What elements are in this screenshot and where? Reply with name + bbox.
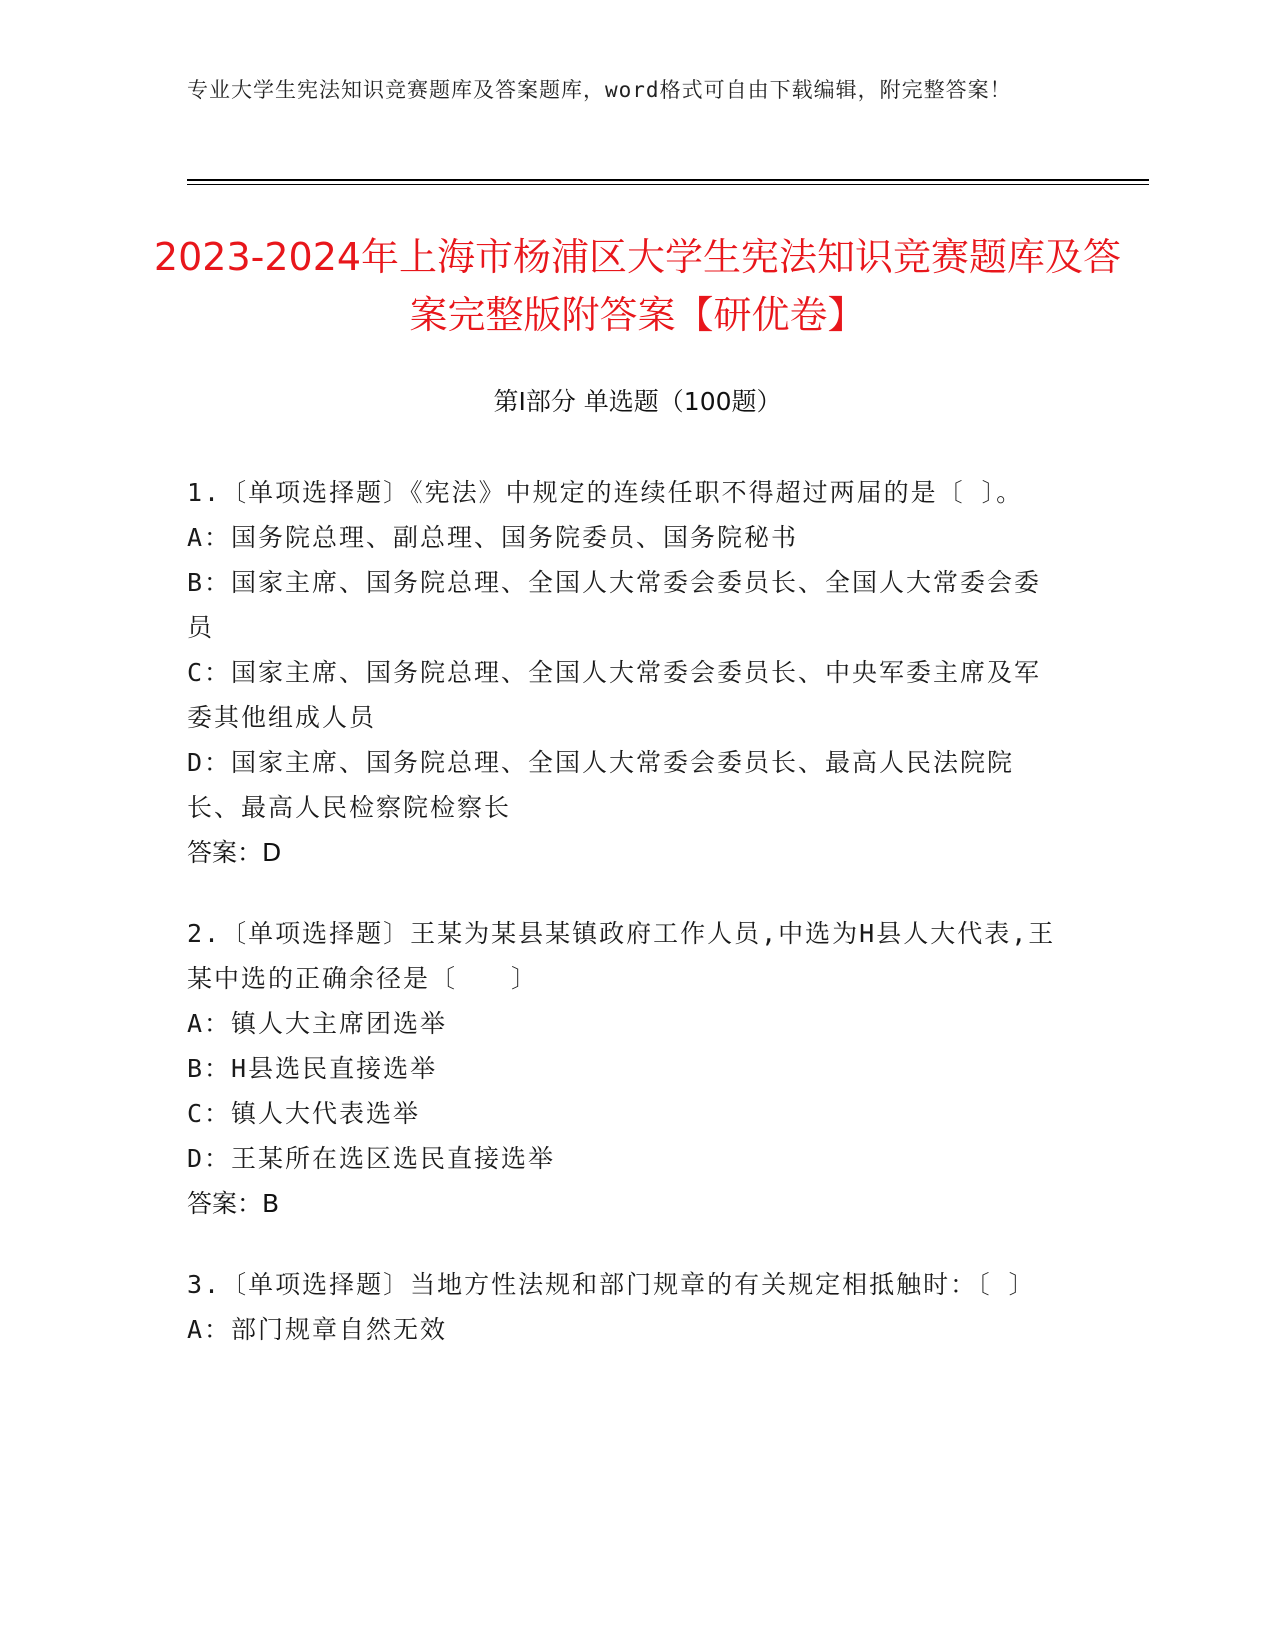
question-list (187, 470, 1067, 1388)
question-stem: 2.〔单项选择题〕王某为某县某镇政府工作人员,中选为H县人大代表,王某中选的正确余径是〔 〕 (187, 919, 1056, 993)
question-1 (187, 470, 1067, 875)
option-d: D：王某所在选区选民直接选举 (187, 1144, 556, 1173)
question-3 (187, 1262, 1067, 1352)
question-stem: 3.〔单项选择题〕当地方性法规和部门规章的有关规定相抵触时：〔 〕 (187, 1270, 1036, 1299)
option-c: C：镇人大代表选举 (187, 1099, 421, 1128)
header-divider-thick (187, 179, 1149, 181)
header-divider-thin (187, 184, 1149, 185)
option-a: A：镇人大主席团选举 (187, 1009, 448, 1038)
question-2 (187, 911, 1067, 1226)
option-a: A：国务院总理、副总理、国务院委员、国务院秘书 (187, 523, 799, 552)
question-stem: 1.〔单项选择题〕《宪法》中规定的连续任职不得超过两届的是〔 〕。 (187, 478, 1024, 507)
section-heading: 第Ⅰ部分 单选题（100题） (493, 387, 782, 416)
option-b: B：H县选民直接选举 (187, 1054, 438, 1083)
option-a: A：部门规章自然无效 (187, 1315, 448, 1344)
header-note: 专业大学生宪法知识竞赛题库及答案题库，word格式可自由下载编辑，附完整答案！ (187, 78, 1012, 102)
option-d: D：国家主席、国务院总理、全国人大常委会委员长、最高人民法院院长、最高人民检察院检察长 (187, 748, 1015, 822)
answer: 答案：B (187, 1189, 280, 1218)
answer: 答案：D (187, 838, 282, 867)
document-title: 2023-2024年上海市杨浦区大学生宪法知识竞赛题库及答案完整版附答案【研优卷】 (153, 235, 1122, 337)
option-c: C：国家主席、国务院总理、全国人大常委会委员长、中央军委主席及军委其他组成人员 (187, 658, 1042, 732)
option-b: B：国家主席、国务院总理、全国人大常委会委员长、全国人大常委会委员 (187, 568, 1042, 642)
